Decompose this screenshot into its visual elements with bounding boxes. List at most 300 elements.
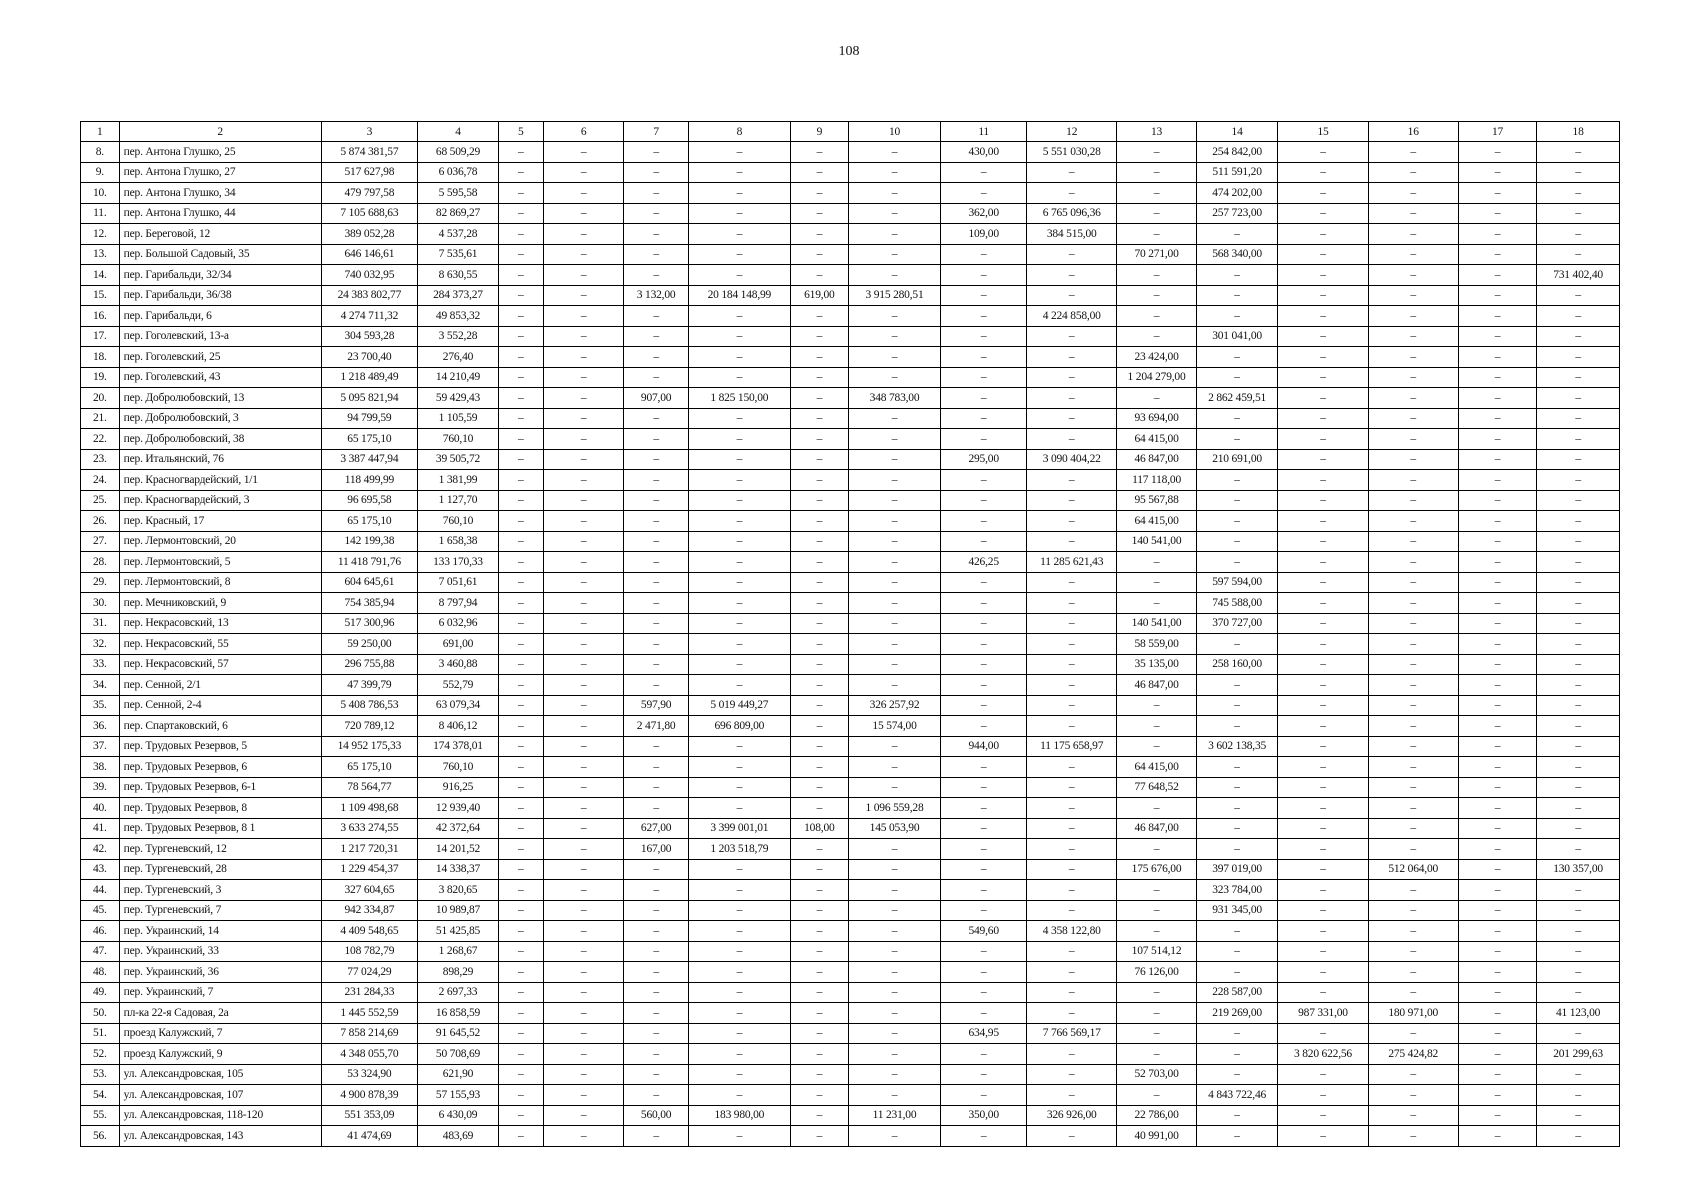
value-cell: – (1196, 921, 1278, 942)
address-cell: пер. Сенной, 2/1 (119, 675, 321, 696)
value-cell: – (1117, 285, 1196, 306)
value-cell: – (1368, 265, 1458, 286)
value-cell: – (498, 921, 543, 942)
value-cell: 96 695,58 (321, 490, 418, 511)
address-cell: ул. Александровская, 118-120 (119, 1105, 321, 1126)
value-cell: – (941, 839, 1027, 860)
value-cell: 14 952 175,33 (321, 736, 418, 757)
address-cell: пер. Тургеневский, 12 (119, 839, 321, 860)
table-row (81, 1064, 1620, 1085)
value-cell: 6 765 096,36 (1027, 203, 1117, 224)
value-cell: – (1278, 675, 1368, 696)
value-cell: – (543, 900, 624, 921)
value-cell: – (1278, 716, 1368, 737)
value-cell: – (1458, 1126, 1536, 1147)
row-index-cell: 28. (81, 552, 120, 573)
value-cell: – (790, 1105, 848, 1126)
value-cell: – (941, 757, 1027, 778)
value-cell: – (790, 716, 848, 737)
value-cell: – (624, 552, 688, 573)
value-cell: – (543, 613, 624, 634)
value-cell: – (543, 654, 624, 675)
value-cell: – (543, 1105, 624, 1126)
value-cell: – (1196, 941, 1278, 962)
value-cell: 1 381,99 (418, 470, 499, 491)
value-cell: – (1368, 285, 1458, 306)
value-cell: – (941, 634, 1027, 655)
value-cell: – (1368, 408, 1458, 429)
value-cell: – (1458, 593, 1536, 614)
address-cell: пер. Украинский, 7 (119, 982, 321, 1003)
value-cell: – (941, 593, 1027, 614)
value-cell: 41 123,00 (1537, 1003, 1620, 1024)
value-cell: 760,10 (418, 429, 499, 450)
value-cell: – (941, 572, 1027, 593)
value-cell: – (543, 470, 624, 491)
address-cell: пер. Гарибальди, 32/34 (119, 265, 321, 286)
value-cell: – (941, 941, 1027, 962)
value-cell: – (1278, 183, 1368, 204)
value-cell: 350,00 (941, 1105, 1027, 1126)
address-cell: пер. Трудовых Резервов, 6 (119, 757, 321, 778)
value-cell: – (848, 224, 940, 245)
value-cell: 754 385,94 (321, 593, 418, 614)
value-cell: – (624, 203, 688, 224)
value-cell: – (1368, 470, 1458, 491)
value-cell: – (624, 921, 688, 942)
row-index-cell: 56. (81, 1126, 120, 1147)
table-row (81, 572, 1620, 593)
value-cell: 1 825 150,00 (688, 388, 790, 409)
value-cell: – (1196, 408, 1278, 429)
value-cell: – (790, 388, 848, 409)
address-cell: пер. Гоголевский, 25 (119, 347, 321, 368)
address-cell: пер. Некрасовский, 55 (119, 634, 321, 655)
value-cell: – (543, 183, 624, 204)
value-cell: 167,00 (624, 839, 688, 860)
value-cell: – (848, 1064, 940, 1085)
value-cell: – (498, 203, 543, 224)
value-cell: – (1537, 285, 1620, 306)
value-cell: – (498, 224, 543, 245)
value-cell: – (688, 941, 790, 962)
value-cell: – (848, 490, 940, 511)
value-cell: – (790, 654, 848, 675)
value-cell: – (1368, 634, 1458, 655)
value-cell: – (498, 244, 543, 265)
address-cell: пер. Красногвардейский, 1/1 (119, 470, 321, 491)
row-index-cell: 44. (81, 880, 120, 901)
table-row (81, 654, 1620, 675)
value-cell: – (941, 654, 1027, 675)
value-cell: – (688, 1044, 790, 1065)
value-cell: – (543, 388, 624, 409)
value-cell: – (688, 347, 790, 368)
value-cell: 3 633 274,55 (321, 818, 418, 839)
value-cell: – (624, 306, 688, 327)
value-cell: 745 588,00 (1196, 593, 1278, 614)
value-cell: – (543, 347, 624, 368)
row-index-cell: 34. (81, 675, 120, 696)
address-cell: ул. Александровская, 107 (119, 1085, 321, 1106)
value-cell: – (941, 859, 1027, 880)
value-cell: 4 358 122,80 (1027, 921, 1117, 942)
value-cell: – (1458, 859, 1536, 880)
value-cell: – (543, 244, 624, 265)
value-cell: – (1368, 1085, 1458, 1106)
value-cell: 604 645,61 (321, 572, 418, 593)
value-cell: 1 204 279,00 (1117, 367, 1196, 388)
value-cell: – (1368, 326, 1458, 347)
value-cell: – (498, 1044, 543, 1065)
value-cell: – (1458, 1085, 1536, 1106)
value-cell: 7 858 214,69 (321, 1023, 418, 1044)
value-cell: – (688, 757, 790, 778)
value-cell: – (1458, 1105, 1536, 1126)
value-cell: 944,00 (941, 736, 1027, 757)
value-cell: 16 858,59 (418, 1003, 499, 1024)
address-cell: пер. Береговой, 12 (119, 224, 321, 245)
value-cell: – (1278, 408, 1368, 429)
value-cell: – (688, 736, 790, 757)
value-cell: – (1027, 818, 1117, 839)
value-cell: – (1027, 675, 1117, 696)
table-row (81, 982, 1620, 1003)
value-cell: 5 595,58 (418, 183, 499, 204)
value-cell: 3 602 138,35 (1196, 736, 1278, 757)
value-cell: – (1368, 1126, 1458, 1147)
value-cell: – (688, 183, 790, 204)
address-cell: пер. Гарибальди, 36/38 (119, 285, 321, 306)
value-cell: – (543, 962, 624, 983)
value-cell: – (1278, 880, 1368, 901)
value-cell: – (848, 777, 940, 798)
value-cell: 7 766 569,17 (1027, 1023, 1117, 1044)
value-cell: 568 340,00 (1196, 244, 1278, 265)
value-cell: – (1278, 347, 1368, 368)
value-cell: – (624, 1023, 688, 1044)
value-cell: – (543, 757, 624, 778)
table-row (81, 552, 1620, 573)
column-header: 6 (543, 122, 624, 142)
address-cell: пер. Красный, 17 (119, 511, 321, 532)
row-index-cell: 20. (81, 388, 120, 409)
value-cell: – (1117, 388, 1196, 409)
value-cell: – (848, 162, 940, 183)
value-cell: – (1537, 839, 1620, 860)
value-cell: – (498, 285, 543, 306)
value-cell: 696 809,00 (688, 716, 790, 737)
table-row (81, 839, 1620, 860)
value-cell: – (1537, 757, 1620, 778)
address-cell: пер. Добролюбовский, 38 (119, 429, 321, 450)
value-cell: – (543, 798, 624, 819)
value-cell: 1 109 498,68 (321, 798, 418, 819)
value-cell: – (498, 1003, 543, 1024)
value-cell: – (1537, 470, 1620, 491)
value-cell: – (790, 1003, 848, 1024)
value-cell: – (790, 921, 848, 942)
value-cell: – (1537, 634, 1620, 655)
value-cell: – (624, 470, 688, 491)
row-index-cell: 12. (81, 224, 120, 245)
table-row (81, 716, 1620, 737)
value-cell: – (543, 285, 624, 306)
value-cell: – (1027, 613, 1117, 634)
value-cell: 108,00 (790, 818, 848, 839)
value-cell: – (848, 449, 940, 470)
value-cell: – (1458, 203, 1536, 224)
value-cell: – (848, 511, 940, 532)
value-cell: 57 155,93 (418, 1085, 499, 1106)
value-cell: 275 424,82 (1368, 1044, 1458, 1065)
value-cell: – (624, 777, 688, 798)
value-cell: – (1537, 654, 1620, 675)
row-index-cell: 37. (81, 736, 120, 757)
value-cell: – (1196, 1044, 1278, 1065)
page-number: 108 (838, 44, 860, 59)
value-cell: – (1196, 531, 1278, 552)
value-cell: – (688, 367, 790, 388)
value-cell: – (688, 880, 790, 901)
value-cell: 130 357,00 (1537, 859, 1620, 880)
value-cell: – (1278, 142, 1368, 163)
value-cell: 4 409 548,65 (321, 921, 418, 942)
value-cell: – (688, 654, 790, 675)
value-cell: – (543, 265, 624, 286)
value-cell: – (688, 265, 790, 286)
value-cell: – (848, 593, 940, 614)
value-cell: – (624, 982, 688, 1003)
value-cell: – (1278, 490, 1368, 511)
table-row (81, 306, 1620, 327)
value-cell: – (1027, 839, 1117, 860)
value-cell: – (1458, 818, 1536, 839)
value-cell: – (1537, 408, 1620, 429)
row-index-cell: 31. (81, 613, 120, 634)
value-cell: – (848, 306, 940, 327)
table-row (81, 326, 1620, 347)
value-cell: – (543, 1044, 624, 1065)
value-cell: – (1458, 777, 1536, 798)
value-cell: – (790, 162, 848, 183)
data-table-container (80, 121, 1620, 1147)
address-cell: пер. Трудовых Резервов, 6-1 (119, 777, 321, 798)
value-cell: – (848, 613, 940, 634)
value-cell: – (790, 1023, 848, 1044)
value-cell: – (848, 367, 940, 388)
value-cell: 65 175,10 (321, 511, 418, 532)
value-cell: – (1537, 429, 1620, 450)
value-cell: 15 574,00 (848, 716, 940, 737)
value-cell: – (498, 1105, 543, 1126)
row-index-cell: 9. (81, 162, 120, 183)
value-cell: – (1117, 593, 1196, 614)
value-cell: – (941, 613, 1027, 634)
table-row (81, 675, 1620, 696)
value-cell: – (624, 962, 688, 983)
value-cell: – (543, 818, 624, 839)
address-cell: пер. Лермонтовский, 20 (119, 531, 321, 552)
value-cell: – (790, 900, 848, 921)
value-cell: – (543, 1064, 624, 1085)
row-index-cell: 22. (81, 429, 120, 450)
value-cell: – (498, 818, 543, 839)
value-cell: – (1027, 716, 1117, 737)
row-index-cell: 23. (81, 449, 120, 470)
value-cell: – (624, 634, 688, 655)
value-cell: – (1117, 1003, 1196, 1024)
value-cell: 760,10 (418, 757, 499, 778)
value-cell: – (1537, 367, 1620, 388)
value-cell: – (1278, 531, 1368, 552)
value-cell: – (848, 921, 940, 942)
value-cell: 296 755,88 (321, 654, 418, 675)
value-cell: – (688, 203, 790, 224)
value-cell: 370 727,00 (1196, 613, 1278, 634)
value-cell: – (1278, 921, 1368, 942)
value-cell: – (688, 572, 790, 593)
value-cell: 284 373,27 (418, 285, 499, 306)
value-cell: – (1368, 675, 1458, 696)
value-cell: – (848, 736, 940, 757)
value-cell: – (543, 449, 624, 470)
value-cell: – (1368, 183, 1458, 204)
value-cell: 511 591,20 (1196, 162, 1278, 183)
value-cell: 1 658,38 (418, 531, 499, 552)
value-cell: 51 425,85 (418, 921, 499, 942)
value-cell: – (543, 777, 624, 798)
value-cell: – (1368, 347, 1458, 368)
value-cell: – (1196, 818, 1278, 839)
value-cell: – (1196, 777, 1278, 798)
value-cell: 2 697,33 (418, 982, 499, 1003)
address-cell: пер. Некрасовский, 57 (119, 654, 321, 675)
value-cell: 174 378,01 (418, 736, 499, 757)
value-cell: – (498, 1023, 543, 1044)
value-cell: 942 334,87 (321, 900, 418, 921)
value-cell: – (941, 244, 1027, 265)
value-cell: – (688, 244, 790, 265)
value-cell: – (1278, 695, 1368, 716)
value-cell: 7 105 688,63 (321, 203, 418, 224)
value-cell: – (624, 736, 688, 757)
value-cell: – (543, 982, 624, 1003)
value-cell: 95 567,88 (1117, 490, 1196, 511)
value-cell: – (498, 716, 543, 737)
value-cell: 362,00 (941, 203, 1027, 224)
value-cell: 3 460,88 (418, 654, 499, 675)
value-cell: – (790, 367, 848, 388)
value-cell: 11 285 621,43 (1027, 552, 1117, 573)
value-cell: – (1537, 347, 1620, 368)
value-cell: – (543, 429, 624, 450)
value-cell: 646 146,61 (321, 244, 418, 265)
value-cell: – (624, 326, 688, 347)
value-cell: – (688, 777, 790, 798)
column-header: 8 (688, 122, 790, 142)
value-cell: – (624, 162, 688, 183)
value-cell: – (1196, 1126, 1278, 1147)
column-header: 16 (1368, 122, 1458, 142)
value-cell: – (498, 880, 543, 901)
value-cell: – (543, 921, 624, 942)
value-cell: – (1458, 982, 1536, 1003)
value-cell: – (1117, 1044, 1196, 1065)
value-cell: – (1278, 367, 1368, 388)
value-cell: – (1117, 265, 1196, 286)
value-cell: 389 052,28 (321, 224, 418, 245)
value-cell: 621,90 (418, 1064, 499, 1085)
column-header: 10 (848, 122, 940, 142)
value-cell: – (848, 1023, 940, 1044)
value-cell: – (624, 224, 688, 245)
value-cell: – (790, 572, 848, 593)
value-cell: 11 175 658,97 (1027, 736, 1117, 757)
value-cell: – (498, 736, 543, 757)
value-cell: – (1458, 736, 1536, 757)
value-cell: 898,29 (418, 962, 499, 983)
row-index-cell: 13. (81, 244, 120, 265)
row-index-cell: 14. (81, 265, 120, 286)
value-cell: – (848, 941, 940, 962)
value-cell: – (790, 449, 848, 470)
column-header: 4 (418, 122, 499, 142)
value-cell: – (1537, 716, 1620, 737)
value-cell: – (1458, 326, 1536, 347)
table-row (81, 429, 1620, 450)
address-cell: пер. Гарибальди, 6 (119, 306, 321, 327)
value-cell: – (1027, 511, 1117, 532)
value-cell: – (1537, 552, 1620, 573)
value-cell: – (1117, 695, 1196, 716)
value-cell: – (1368, 1105, 1458, 1126)
table-row (81, 367, 1620, 388)
value-cell: – (1027, 429, 1117, 450)
value-cell: 133 170,33 (418, 552, 499, 573)
address-cell: ул. Александровская, 105 (119, 1064, 321, 1085)
value-cell: – (941, 777, 1027, 798)
table-row (81, 962, 1620, 983)
value-cell: 254 842,00 (1196, 142, 1278, 163)
value-cell: – (1278, 818, 1368, 839)
value-cell: – (1458, 408, 1536, 429)
value-cell: – (1196, 490, 1278, 511)
value-cell: – (848, 859, 940, 880)
table-row (81, 880, 1620, 901)
value-cell: 323 784,00 (1196, 880, 1278, 901)
value-cell: – (498, 449, 543, 470)
value-cell: – (848, 470, 940, 491)
value-cell: – (848, 408, 940, 429)
value-cell: – (848, 634, 940, 655)
value-cell: – (1537, 490, 1620, 511)
value-cell: 326 926,00 (1027, 1105, 1117, 1126)
value-cell: 6 032,96 (418, 613, 499, 634)
value-cell: 916,25 (418, 777, 499, 798)
value-cell: – (624, 449, 688, 470)
value-cell: – (941, 511, 1027, 532)
value-cell: – (1196, 1023, 1278, 1044)
value-cell: 8 630,55 (418, 265, 499, 286)
row-index-cell: 47. (81, 941, 120, 962)
value-cell: 7 535,61 (418, 244, 499, 265)
value-cell: 987 331,00 (1278, 1003, 1368, 1024)
value-cell: – (624, 408, 688, 429)
value-cell: 91 645,52 (418, 1023, 499, 1044)
value-cell: 77 648,52 (1117, 777, 1196, 798)
value-cell: 295,00 (941, 449, 1027, 470)
